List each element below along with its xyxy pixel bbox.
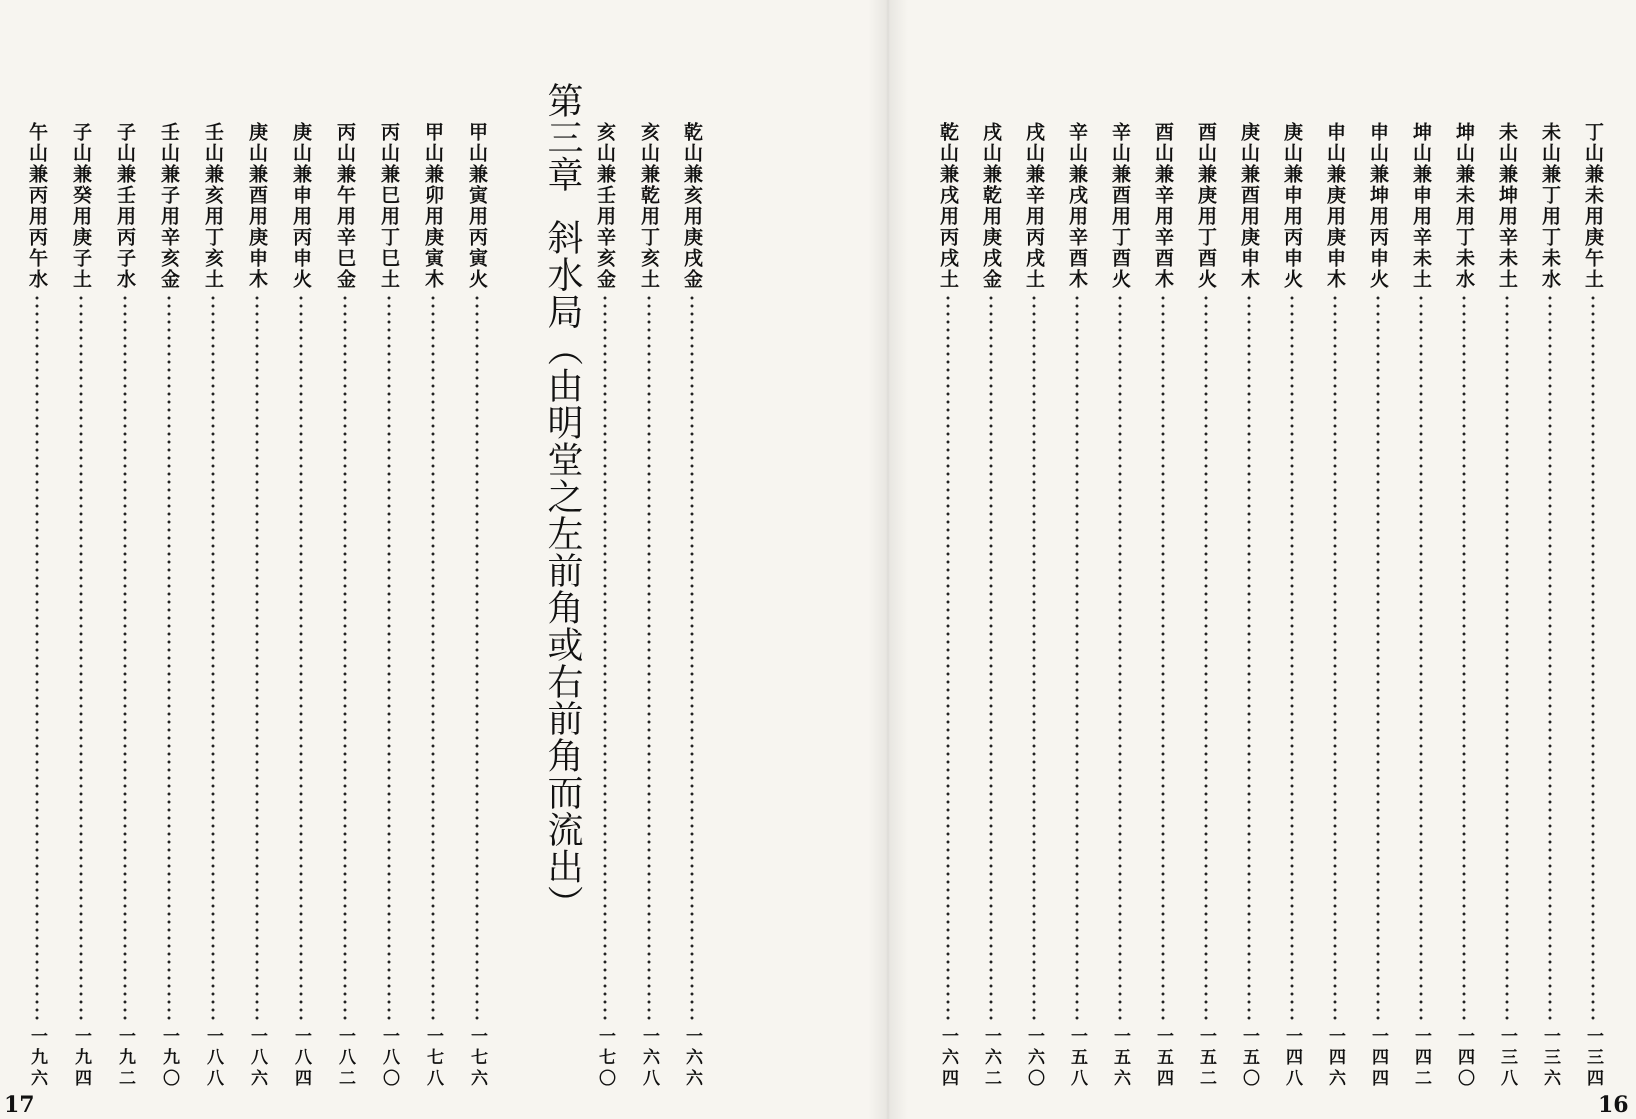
toc-entry <box>1363 122 1393 1090</box>
page-number-left: 17 <box>4 1092 35 1118</box>
leader-dots <box>255 294 259 1021</box>
toc-entry-page: 一五四 <box>1153 1027 1173 1090</box>
toc-entry-page: 一四二 <box>1411 1027 1431 1090</box>
toc-entry <box>1105 122 1135 1090</box>
toc-entry <box>198 122 228 1090</box>
toc-entry-page: 一八八 <box>203 1027 223 1090</box>
leader-dots <box>79 294 83 1021</box>
chapter-number: 第三章 <box>542 82 583 193</box>
toc-entry-page: 一六二 <box>981 1027 1001 1090</box>
toc-entry-page: 一四六 <box>1325 1027 1345 1090</box>
chapter-title: 斜水局（由明堂之左前角或右前角而流出） <box>542 219 583 922</box>
leader-dots <box>1161 294 1165 1021</box>
leader-dots <box>1247 294 1251 1021</box>
leader-dots <box>1548 294 1552 1021</box>
toc-entry <box>1535 122 1565 1090</box>
toc-entry-page: 一九六 <box>27 1027 47 1090</box>
chapter-heading <box>540 82 584 962</box>
toc-entry-title: 乾山兼戌用丙戌土 <box>937 122 959 290</box>
leader-dots <box>603 294 607 1021</box>
toc-entry <box>933 122 963 1090</box>
toc-entry-page: 一四四 <box>1368 1027 1388 1090</box>
toc-entry-title: 丙山兼午用辛巳金 <box>334 122 356 290</box>
toc-entry-title: 未山兼坤用辛未土 <box>1496 122 1518 290</box>
toc-entry-title: 壬山兼亥用丁亥土 <box>202 122 224 290</box>
leader-dots <box>211 294 215 1021</box>
toc-entry-page: 一六八 <box>639 1027 659 1090</box>
toc-entry <box>1492 122 1522 1090</box>
toc-entry-page: 一四八 <box>1282 1027 1302 1090</box>
toc-entry-title: 辛山兼酉用丁酉火 <box>1109 122 1131 290</box>
toc-entry-title: 申山兼坤用丙申火 <box>1367 122 1389 290</box>
toc-entry-title: 庚山兼申用丙申火 <box>1281 122 1303 290</box>
toc-entry-page: 一五六 <box>1110 1027 1130 1090</box>
leader-dots <box>989 294 993 1021</box>
leader-dots <box>1118 294 1122 1021</box>
toc-entry <box>374 122 404 1090</box>
toc-entry <box>1277 122 1307 1090</box>
toc-entry-title: 午山兼丙用丙午水 <box>26 122 48 290</box>
leader-dots <box>299 294 303 1021</box>
leader-dots <box>1032 294 1036 1021</box>
toc-entry <box>1191 122 1221 1090</box>
toc-entry <box>1148 122 1178 1090</box>
toc-entry <box>1449 122 1479 1090</box>
leader-dots <box>690 294 694 1021</box>
toc-entry-title: 未山兼丁用丁未水 <box>1539 122 1561 290</box>
toc-entry <box>590 122 620 1090</box>
toc-entry-page: 一六四 <box>938 1027 958 1090</box>
leader-dots <box>167 294 171 1021</box>
toc-entry <box>1578 122 1608 1090</box>
toc-entry-page: 一七六 <box>467 1027 487 1090</box>
toc-entry <box>110 122 140 1090</box>
toc-entry-page: 一五〇 <box>1239 1027 1259 1090</box>
toc-entry-title: 丁山兼未用庚午土 <box>1582 122 1604 290</box>
toc-entry-title: 亥山兼壬用辛亥金 <box>594 122 616 290</box>
toc-entry <box>634 122 664 1090</box>
toc-entry-title: 庚山兼酉用庚申木 <box>1238 122 1260 290</box>
toc-entry <box>1019 122 1049 1090</box>
toc-entry-title: 丙山兼巳用丁巳土 <box>378 122 400 290</box>
toc-entry-page: 一八四 <box>291 1027 311 1090</box>
toc-entry-title: 戌山兼辛用丙戌土 <box>1023 122 1045 290</box>
toc-entry-page: 一三四 <box>1583 1027 1603 1090</box>
leader-dots <box>343 294 347 1021</box>
toc-entry <box>22 122 52 1090</box>
toc-entry <box>462 122 492 1090</box>
toc-entry-title: 坤山兼未用丁未水 <box>1453 122 1475 290</box>
toc-entry <box>1062 122 1092 1090</box>
toc-entry-page: 一五二 <box>1196 1027 1216 1090</box>
toc-entry-title: 酉山兼庚用丁酉火 <box>1195 122 1217 290</box>
toc-entry <box>1320 122 1350 1090</box>
leader-dots <box>946 294 950 1021</box>
leader-dots <box>1204 294 1208 1021</box>
leader-dots <box>475 294 479 1021</box>
toc-entry-title: 壬山兼子用辛亥金 <box>158 122 180 290</box>
toc-entry-title: 乾山兼亥用庚戌金 <box>681 122 703 290</box>
toc-entry <box>242 122 272 1090</box>
leader-dots <box>35 294 39 1021</box>
leader-dots <box>123 294 127 1021</box>
toc-entry <box>66 122 96 1090</box>
leader-dots <box>1591 294 1595 1021</box>
page-gutter <box>868 0 908 1119</box>
toc-entry-title: 庚山兼酉用庚申木 <box>246 122 268 290</box>
toc-entry-title: 甲山兼寅用丙寅火 <box>466 122 488 290</box>
toc-entry <box>154 122 184 1090</box>
toc-entry <box>677 122 707 1090</box>
leader-dots <box>1376 294 1380 1021</box>
toc-entry-page: 一三八 <box>1497 1027 1517 1090</box>
toc-entry-title: 甲山兼卯用庚寅木 <box>422 122 444 290</box>
toc-entry-title: 辛山兼戌用辛酉木 <box>1066 122 1088 290</box>
toc-entry-title: 申山兼庚用庚申木 <box>1324 122 1346 290</box>
toc-entry-page: 一八〇 <box>379 1027 399 1090</box>
toc-entry-title: 戌山兼乾用庚戌金 <box>980 122 1002 290</box>
leader-dots <box>647 294 651 1021</box>
toc-entry-page: 一八二 <box>335 1027 355 1090</box>
page-number-right: 16 <box>1598 1092 1629 1118</box>
leader-dots <box>1419 294 1423 1021</box>
toc-entry <box>976 122 1006 1090</box>
leader-dots <box>387 294 391 1021</box>
toc-entry-page: 一九二 <box>115 1027 135 1090</box>
toc-entry-title: 坤山兼申用辛未土 <box>1410 122 1432 290</box>
toc-entry <box>286 122 316 1090</box>
toc-entry-page: 一七八 <box>423 1027 443 1090</box>
toc-entry-title: 亥山兼乾用丁亥土 <box>638 122 660 290</box>
toc-entry-title: 子山兼壬用丙子水 <box>114 122 136 290</box>
leader-dots <box>1075 294 1079 1021</box>
toc-entry-page: 一八六 <box>247 1027 267 1090</box>
toc-entry <box>418 122 448 1090</box>
toc-entry-page: 一七〇 <box>595 1027 615 1090</box>
toc-entry-page: 一六〇 <box>1024 1027 1044 1090</box>
toc-entry-title: 酉山兼辛用辛酉木 <box>1152 122 1174 290</box>
leader-dots <box>431 294 435 1021</box>
toc-entry-page: 一六六 <box>682 1027 702 1090</box>
toc-entry-page: 一四〇 <box>1454 1027 1474 1090</box>
toc-entry-page: 一九四 <box>71 1027 91 1090</box>
toc-entry-page: 一五八 <box>1067 1027 1087 1090</box>
leader-dots <box>1333 294 1337 1021</box>
toc-entry-title: 庚山兼申用丙申火 <box>290 122 312 290</box>
toc-entry <box>1234 122 1264 1090</box>
leader-dots <box>1505 294 1509 1021</box>
toc-entry-page: 一三六 <box>1540 1027 1560 1090</box>
toc-entry-title: 子山兼癸用庚子土 <box>70 122 92 290</box>
toc-entry <box>1406 122 1436 1090</box>
leader-dots <box>1462 294 1466 1021</box>
leader-dots <box>1290 294 1294 1021</box>
toc-entry-page: 一九〇 <box>159 1027 179 1090</box>
toc-entry <box>330 122 360 1090</box>
